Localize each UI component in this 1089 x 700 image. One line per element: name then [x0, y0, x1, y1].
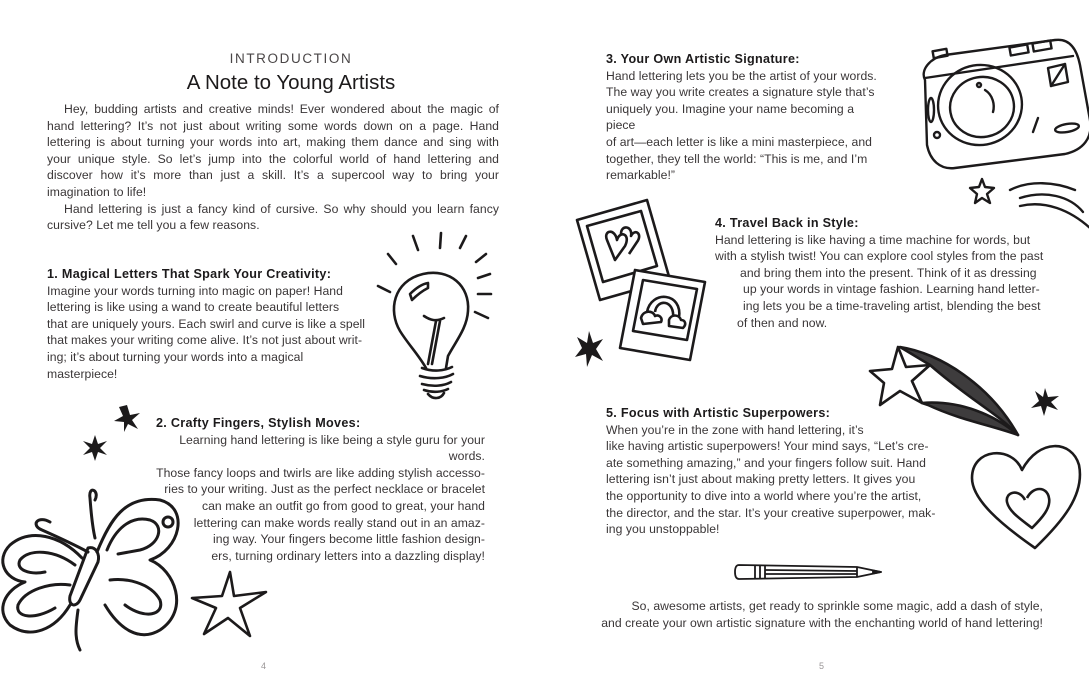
butterfly-icon: [0, 490, 185, 650]
section-line: the director, and the star. It’s your creative superpower, mak-: [606, 505, 936, 520]
shooting-star-icon: [870, 345, 1020, 445]
right-page: [545, 0, 1089, 700]
section-line: like having artistic superpowers! Your mind says, “Let’s cre-: [606, 439, 929, 454]
section-line: with a stylish twist! You can explore cool styles from the past: [715, 249, 1044, 264]
section-line: ate something amazing,” and your fingers follow suit. Hand: [606, 455, 926, 470]
sparkle-icon: [112, 404, 142, 434]
closing-text: [585, 598, 1043, 631]
section-heading: 2. Crafty Fingers, Stylish Moves:: [156, 416, 361, 430]
section-3: [606, 51, 881, 184]
section-line: and bring them into the present. Think of it as dressing: [740, 265, 1037, 280]
section-line: together, they tell the world: “This is me, and I’m: [606, 151, 868, 166]
section-line: lettering is like using a wand to create beautiful letters: [47, 300, 340, 315]
camera-icon: [905, 40, 1089, 230]
star-icon: [190, 568, 270, 640]
section-line: of art—each letter is like a mini masterpiece, and: [606, 134, 873, 149]
section-line: When you’re in the zone with hand lettering, it’s: [606, 422, 864, 437]
section-line: lettering isn’t just about making pretty letters. It gives you: [606, 472, 916, 487]
section-line: that makes your writing come alive. It’s not just about writ-: [47, 333, 363, 348]
section-line: Those fancy loops and twirls are like adding stylish accesso-: [156, 465, 485, 480]
intro-paragraph-1: Hey, budding artists and creative minds! Ever wondered about the magic of hand lettering? It’s not just about writing some words down on a page. Hand lettering is about turning your words into art, making them dance and sing with your unique style. So let’s jump into the colorful world of hand lettering and discover how it’s more than just a skill. It’s a supercool way to bring your imagination to life!: [47, 102, 499, 199]
section-line: Imagine your words turning into magic on paper! Hand: [47, 283, 343, 298]
left-page: [0, 0, 544, 700]
section-line: ing you unstoppable!: [606, 522, 720, 537]
section-line: up your words in vintage fashion. Learning hand letter-: [743, 282, 1040, 297]
pencil-icon: [735, 562, 885, 582]
sparkle-icon: [1028, 387, 1062, 417]
section-line: remarkable!”: [606, 168, 676, 183]
section-2: [150, 415, 485, 564]
section-line: the opportunity to dive into a world where you’re the artist,: [606, 488, 922, 503]
sparkle-icon: [573, 330, 605, 368]
section-line: ing way. Your fingers become little fashion design-: [213, 532, 485, 547]
section-line: Hand lettering is like having a time machine for words, but: [715, 232, 1031, 247]
closing-line: and create your own artistic signature with the enchanting world of hand lettering!: [601, 615, 1043, 630]
section-kicker: INTRODUCTION: [229, 51, 353, 66]
section-heading: 1. Magical Letters That Spark Your Creativity:: [47, 267, 332, 281]
page-title: A Note to Young Artists: [186, 71, 396, 94]
lightbulb-icon: [378, 236, 518, 401]
section-line: can make an outfit go from good to great, your hand: [201, 498, 485, 513]
section-line: ries to your writing. Just as the perfect necklace or bracelet: [164, 482, 485, 497]
section-4: [715, 215, 1045, 331]
sparkle-icon: [80, 433, 110, 463]
section-heading: 3. Your Own Artistic Signature:: [606, 52, 800, 66]
section-heading: 4. Travel Back in Style:: [715, 216, 859, 230]
section-line: uniquely you. Imagine your name becoming a piece: [606, 101, 855, 133]
section-line: ing lets you be a time-traveling artist, blending the best: [743, 298, 1041, 313]
section-line: Hand lettering lets you be the artist of your words.: [606, 68, 877, 83]
section-line: The way you write creates a signature style that’s: [606, 85, 875, 100]
section-line: Learning hand lettering is like being a style guru for your words.: [179, 432, 485, 464]
section-line: ers, turning ordinary letters into a dazzling display!: [211, 548, 485, 563]
heart-icon: [967, 440, 1087, 552]
page-number: 5: [819, 661, 825, 671]
page-number: 4: [261, 661, 267, 671]
section-line: that are uniquely yours. Each swirl and curve is like a spell: [47, 316, 366, 331]
intro-text: [47, 101, 499, 234]
section-line: ing; it’s about turning your words into a magical masterpiece!: [47, 349, 304, 381]
intro-paragraph-2: Hand lettering is just a fancy kind of cursive. So why should you learn fancy cursive? Let me tell you a few reasons.: [47, 201, 499, 233]
closing-line: So, awesome artists, get ready to sprinkle some magic, add a dash of style,: [631, 599, 1043, 613]
section-1: [47, 266, 377, 382]
section-heading: 5. Focus with Artistic Superpowers:: [606, 406, 831, 420]
section-line: lettering can make words really stand out in an amaz-: [193, 515, 485, 530]
section-line: of then and now.: [737, 315, 828, 330]
